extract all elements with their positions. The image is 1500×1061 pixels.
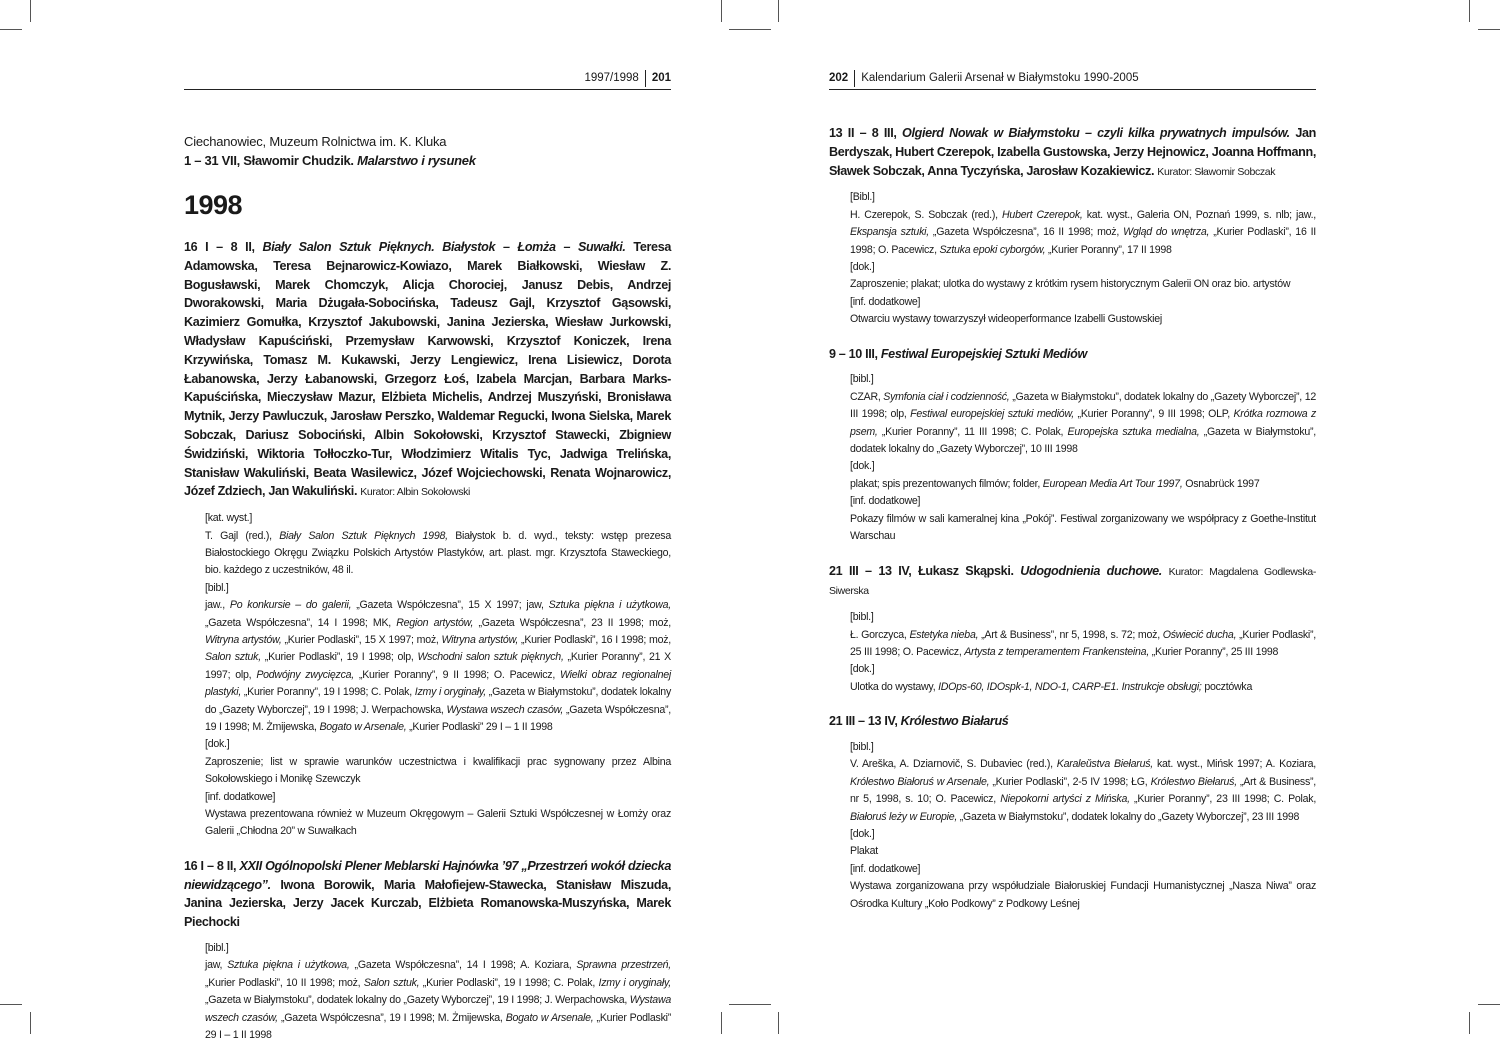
entry-heading bbox=[829, 345, 1316, 364]
calendar-entry bbox=[184, 238, 671, 841]
crop-mark bbox=[778, 0, 779, 22]
calendar-entry bbox=[829, 124, 1316, 329]
entry-heading bbox=[184, 238, 671, 502]
crop-mark bbox=[1478, 1004, 1500, 1005]
page-number: 201 bbox=[645, 70, 671, 87]
calendar-entry bbox=[184, 857, 671, 1045]
entry-title: Królestwo Białaruś bbox=[900, 714, 1009, 729]
entry-heading bbox=[829, 712, 1316, 731]
note-text: Plakat bbox=[850, 845, 878, 858]
note-text: Wystawa prezentowana również w Muzeum Okręgowym – Galerii Sztuki Współczesnej w Łomży oraz Galerii „Chłodna 20” w Suwałkach bbox=[205, 808, 671, 838]
note-text: V. Areška, A. Dziarnovič, S. Dubaviec (red.), Karaleŭstva Biełaruś, kat. wyst., Mińsk 1997; A. Koziara, Królestwo Białoruś w Arsenale, „Kurier Podlaski”, 2-5 IV 1998; ŁG, Królestwo Biełaruś, „Art & Business”, nr 5, 1998, s. 10; O. Pacewicz, Niepokorni artyści z Mińska, „Kurier Poranny”, 23 III 1998; C. Polak, Białoruś leży w Europie, „Gazeta w Białymstoku”, dodatek lokalny do „Gazety Wyborczej”, 23 III 1998 bbox=[850, 758, 1317, 823]
right-page bbox=[829, 68, 1316, 929]
calendar-entry bbox=[829, 345, 1316, 546]
calendar-entry bbox=[829, 562, 1316, 697]
crop-mark bbox=[729, 1004, 771, 1005]
note-text: Ł. Gorczyca, Estetyka nieba, „Art & Business”, nr 5, 1998, s. 72; moż, Oświecić ducha, „Kurier Podlaski”, 25 III 1998; O. Pacewicz, Artysta z temperamentem Frankensteina, „Kurier Poranny”, 25 III 1998 bbox=[850, 628, 1316, 658]
note-label: [dok.] bbox=[850, 460, 875, 473]
crop-mark bbox=[30, 0, 31, 22]
note-label: [Bibl.] bbox=[850, 191, 875, 204]
note-label: [dok.] bbox=[850, 663, 875, 676]
entry-curator: Kurator: Albin Sokołowski bbox=[360, 486, 470, 499]
entry-curator: Kurator: Magdalena Godlewska-Siwerska bbox=[829, 565, 1316, 598]
entry-date: 21 III – 13 IV, bbox=[829, 714, 898, 729]
venue-entry bbox=[184, 151, 671, 170]
note-label: [inf. dodatkowe] bbox=[205, 790, 276, 803]
entry-title: Biały Salon Sztuk Pięknych. Białystok – Łomża – Suwałki. bbox=[262, 240, 626, 254]
entry-list bbox=[184, 238, 671, 1045]
entry-notes bbox=[850, 371, 1316, 545]
crop-mark bbox=[1469, 0, 1470, 22]
note-label: [bibl.] bbox=[205, 942, 229, 955]
note-label: [inf. dodatkowe] bbox=[850, 495, 921, 508]
entry-date: 13 II – 8 III, bbox=[829, 126, 897, 140]
note-label: [inf. dodatkowe] bbox=[850, 295, 921, 308]
crop-mark bbox=[0, 29, 22, 30]
entry-date: 21 III – 13 IV, Łukasz Skąpski. bbox=[829, 563, 1014, 578]
note-label: [dok.] bbox=[850, 261, 875, 274]
entry-notes bbox=[850, 609, 1316, 696]
note-text: Wystawa zorganizowana przy współudziale Białoruskiej Fundacji Humanistycznej „Nasza Niwa” oraz Ośrodka Kultury „Koło Podkowy” z Podkowy Leśnej bbox=[850, 880, 1316, 910]
entry-heading bbox=[829, 562, 1316, 602]
venue-entry-date: 1 – 31 VII, Sławomir Chudzik. bbox=[184, 153, 354, 168]
year-heading: 1998 bbox=[184, 190, 243, 220]
note-text: Zaproszenie; plakat; ulotka do wystawy z krótkim rysem historycznym Galerii ON oraz bio. artystów bbox=[850, 278, 1291, 291]
entry-date: 9 – 10 III, bbox=[829, 346, 878, 361]
entry-date: 16 I – 8 II, bbox=[184, 858, 237, 873]
crop-mark bbox=[721, 1012, 722, 1034]
entry-title: Udogodnienia duchowe. bbox=[1020, 563, 1162, 578]
note-text: Otwarciu wystawy towarzyszył wideoperformance Izabelli Gustowskiej bbox=[850, 313, 1163, 326]
entry-artists: Teresa Adamowska, Teresa Bejnarowicz-Kowiazo, Marek Białkowski, Wiesław Z. Bogusławski, Marek Chomczyk, Alicja Chorociej, Janusz Debis, Andrzej Dworakowski, Maria Dżugała-Sobocińska, Tadeusz Gajl, Krzysztof Gąsowski, Kazimierz Gomułka, Krzysztof Jakubowski, Janina Jezierska, Wiesław Jurkowski, Władysław Kapuściński, Przemysław Karwowski, Krzysztof Koniczek, Irena Krzywińska, Tomasz M. Kukawski, Jerzy Lengiewicz, Irena Lisiewicz, Dorota Łabanowska, Jerzy Łabanowski, Grzegorz Łoś, Izabela Marcjan, Barbara Marks-Kapuścińska, Mieczysław Mazur, Elżbieta Michelis, Andrzej Muszyński, Bronisława Mytnik, Jerzy Pawluczuk, Jarosław Perszko, Waldemar Regucki, Iwona Sielska, Marek Sobczak, Dariusz Sobociński, Albin Sokołowski, Krzysztof Stawecki, Zbigniew Świdziński, Wiktoria Tołłoczko-Tur, Włodzimierz Witalis Tyc, Jadwiga Trelińska, Stanisław Wakuliński, Beata Wasilewicz, Józef Wojciechowski, Renata Wojnarowicz, Józef Zdziech, Jan Wakuliński. bbox=[184, 240, 671, 499]
entry-notes bbox=[205, 940, 671, 1044]
note-label: [bibl.] bbox=[850, 740, 874, 753]
note-label: [kat. wyst.] bbox=[205, 512, 253, 525]
entry-artists: Iwona Borowik, Maria Małofiejew-Stawecka, Stanisław Miszuda, Janina Jezierska, Jerzy Jacek Kurczab, Elżbieta Romanowska-Muszyńska, Marek Piechocki bbox=[184, 877, 671, 930]
note-label: [bibl.] bbox=[850, 373, 874, 386]
entry-notes bbox=[205, 510, 671, 841]
venue-name: Ciechanowiec, Muzeum Rolnictwa im. K. Kluka bbox=[184, 134, 447, 149]
crop-mark bbox=[1469, 1012, 1470, 1034]
entry-curator: Kurator: Sławomir Sobczak bbox=[1157, 165, 1276, 178]
note-text: Ulotka do wystawy, IDOps-60, IDOspk-1, NDO-1, CARP-E1. Instrukcje obsługi; pocztówka bbox=[850, 680, 1253, 693]
crop-mark bbox=[721, 0, 722, 22]
note-text: jaw., Po konkursie – do galerii, „Gazeta Współczesna”, 15 X 1997; jaw, Sztuka piękna i użytkowa, „Gazeta Współczesna”, 14 I 1998; MK, Region artystów, „Gazeta Współczesna”, 23 II 1998; moż, Witryna artystów, „Kurier Podlaski”, 15 X 1997; moż, Witryna artystów, „Kurier Podlaski”, 16 I 1998; moż, Salon sztuk, „Kurier Podlaski”, 19 I 1998; olp, Wschodni salon sztuk pięknych, „Kurier Poranny”, 21 X 1997; olp, Podwójny zwycięzca, „Kurier Poranny”, 9 II 1998; O. Pacewicz, Wielki obraz regionalnej plastyki, „Kurier Poranny”, 19 I 1998; C. Polak, Izmy i oryginały, „Gazeta w Białymstoku”, dodatek lokalny do „Gazety Wyborczej”, 19 I 1998; J. Werpachowska, Wystawa wszech czasów, „Gazeta Współczesna”, 19 I 1998; M. Żmijewska, Bogato w Arsenale, „Kurier Podlaski” 29 I – 1 II 1998 bbox=[205, 599, 671, 734]
note-label: [bibl.] bbox=[205, 581, 229, 594]
crop-mark bbox=[778, 1012, 779, 1034]
note-text: plakat; spis prezentowanych filmów; folder, European Media Art Tour 1997, Osnabrück 1997 bbox=[850, 477, 1260, 490]
crop-mark bbox=[0, 1004, 22, 1005]
crop-mark bbox=[729, 29, 771, 30]
entry-notes bbox=[850, 189, 1316, 328]
note-label: [inf. dodatkowe] bbox=[850, 862, 921, 875]
crop-mark bbox=[1478, 29, 1500, 30]
entry-heading bbox=[184, 857, 671, 932]
header-text: Kalendarium Galerii Arsenał w Białymstoku 1990-2005 bbox=[861, 72, 1139, 84]
entry-title: XXII Ogólnopolski Plener Meblarski Hajnówka ’97 „Przestrzeń wokół dziecka niewidzącego”. bbox=[184, 858, 671, 892]
left-page bbox=[184, 68, 671, 1061]
entry-heading bbox=[829, 124, 1316, 181]
venue-entry-title: Malarstwo i rysunek bbox=[357, 153, 476, 168]
note-text: jaw, Sztuka piękna i użytkowa, „Gazeta Współczesna”, 14 I 1998; A. Koziara, Sprawna przestrzeń, „Kurier Podlaski”, 10 II 1998; moż, Salon sztuk, „Kurier Podlaski”, 19 I 1998; C. Polak, Izmy i oryginały, „Gazeta w Białymstoku”, dodatek lokalny do „Gazety Wyborczej”, 19 I 1998; J. Werpachowska, Wystawa wszech czasów, „Gazeta Współczesna”, 19 I 1998; M. Żmijewska, Bogato w Arsenale, „Kurier Podlaski” 29 I – 1 II 1998 bbox=[205, 959, 672, 1042]
note-text: T. Gajl (red.), Biały Salon Sztuk Pięknych 1998, Białystok b. d. wyd., teksty: wstęp prezesa Białostockiego Okręgu Związku Polskich Artystów Plastyków, art. plast. mgr. Krzysztofa Staweckiego, bio. każdego z uczestników, 48 il. bbox=[205, 529, 671, 577]
running-header bbox=[829, 68, 1316, 90]
header-text: 1997/1998 bbox=[584, 72, 639, 84]
note-label: [dok.] bbox=[850, 827, 875, 840]
entry-list bbox=[829, 124, 1316, 913]
note-text: CZAR, Symfonia ciał i codzienność, „Gazeta w Białymstoku”, dodatek lokalny do „Gazety Wyborczej”, 12 III 1998; olp, Festiwal europejskiej sztuki mediów, „Kurier Poranny”, 9 III 1998; OLP, Krótka rozmowa z psem, „Kurier Poranny”, 11 III 1998; C. Polak, Europejska sztuka medialna, „Gazeta w Białymstoku”, dodatek lokalny do „Gazety Wyborczej”, 10 III 1998 bbox=[850, 390, 1317, 456]
note-text: Zaproszenie; list w sprawie warunków uczestnictwa i kwalifikacji prac sygnowany przez Albina Sokołowskiego i Monikę Szewczyk bbox=[205, 755, 671, 786]
crop-mark bbox=[30, 1012, 31, 1034]
entry-artists: Jan Berdyszak, Hubert Czerepok, Izabella Gustowska, Jerzy Hejnowicz, Joanna Hoffmann, Sławek Sobczak, Anna Tyczyńska, Jarosław Kozakiewicz. bbox=[829, 126, 1316, 178]
entry-date: 16 I – 8 II, bbox=[184, 240, 255, 254]
page-content bbox=[829, 124, 1316, 913]
entry-notes bbox=[850, 739, 1316, 913]
note-text: H. Czerepok, S. Sobczak (red.), Hubert Czerepok, kat. wyst., Galeria ON, Poznań 1999, s. nlb; jaw., Ekspansja sztuki, „Gazeta Współczesna”, 16 II 1998; moż, Wgląd do wnętrza, „Kurier Podlaski”, 16 II 1998; O. Pacewicz, Sztuka epoki cyborgów, „Kurier Poranny”, 17 II 1998 bbox=[850, 208, 1316, 256]
note-label: [dok.] bbox=[205, 738, 230, 751]
page-content bbox=[184, 132, 671, 1045]
note-label: [bibl.] bbox=[850, 611, 874, 624]
entry-title: Olgierd Nowak w Białymstoku – czyli kilka prywatnych impulsów. bbox=[902, 126, 1290, 140]
calendar-entry bbox=[829, 712, 1316, 913]
page-number: 202 bbox=[829, 70, 855, 87]
entry-title: Festiwal Europejskiej Sztuki Mediów bbox=[880, 346, 1087, 361]
running-header bbox=[184, 68, 671, 90]
note-text: Pokazy filmów w sali kameralnej kina „Pokój”. Festiwal zorganizowany we współpracy z Goethe-Institut Warschau bbox=[850, 512, 1316, 543]
